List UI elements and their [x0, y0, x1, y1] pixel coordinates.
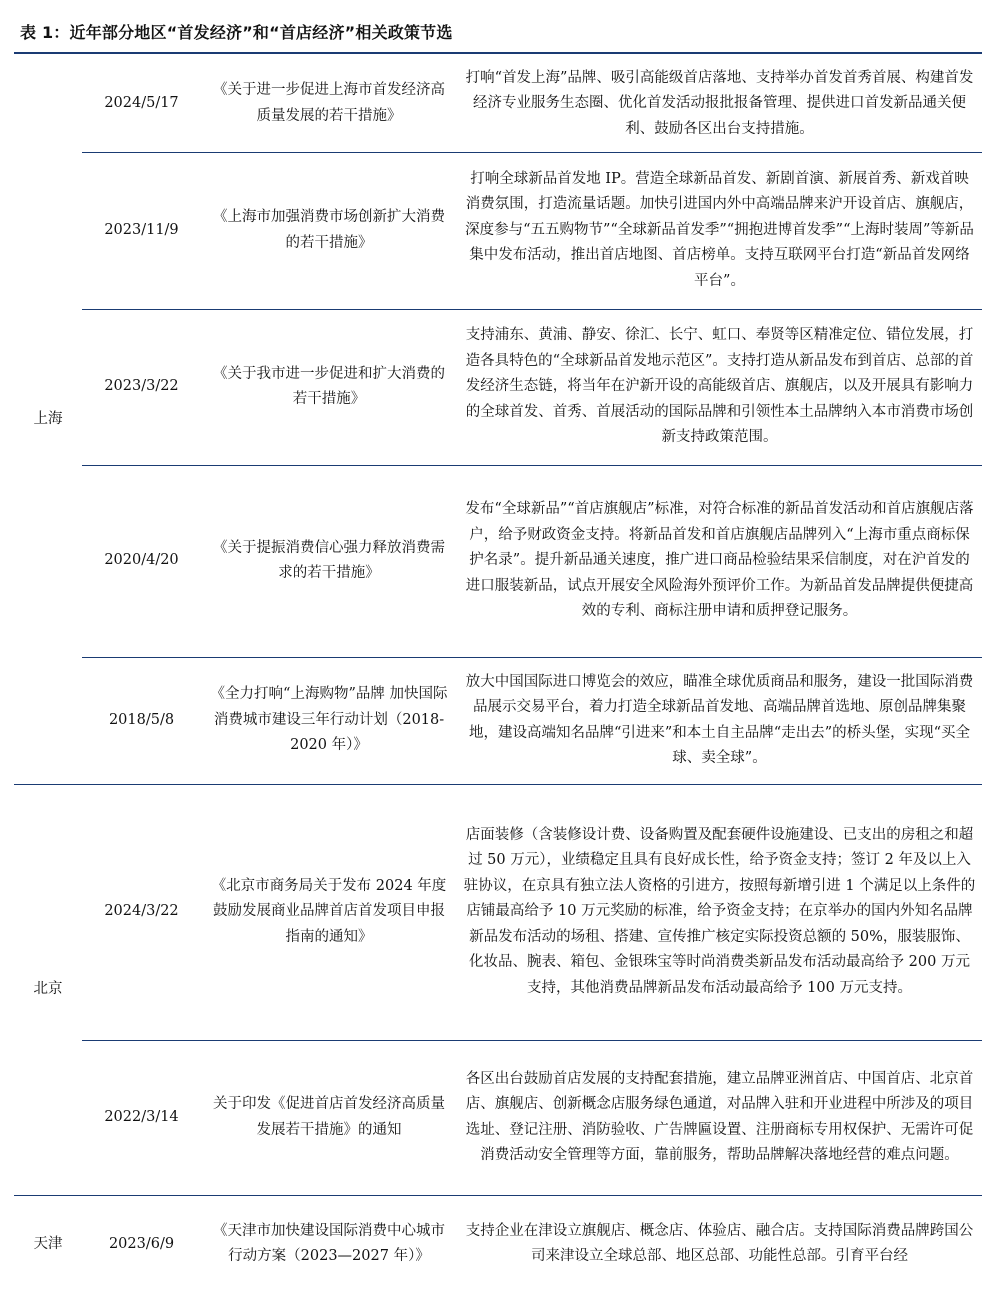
policy-title-cell: 《关于我市进一步促进和扩大消费的若干措施》	[201, 309, 457, 465]
region-cell: 天津	[14, 1195, 82, 1293]
date-cell: 2022/3/14	[82, 1040, 201, 1195]
date-cell: 2024/5/17	[104, 95, 179, 111]
policy-detail-cell: 打响全球新品首发地 IP。营造全球新品首发、新剧首演、新展首秀、新戏首映消费氛围，打造流量话题。加快引进国内外中高端品牌来沪开设首店、旗舰店，深度参与“五五购物节”“全球新品首发季”“拥抱进博首发季”“上海时装周”等新品集中发布活动，推出首店地图、首店榜单。支持互联网平台打造“新品首发网络平台”。	[457, 152, 982, 309]
policy-title-cell: 《关于进一步促进上海市首发经济高质量发展的若干措施》	[213, 82, 445, 124]
policy-detail-cell: 打响“首发上海”品牌、吸引高能级首店落地、支持举办首发首秀首展、构建首发经济专业服务生态圈、优化首发活动报批报备管理、提供进口首发新品通关便利、鼓励各区出台支持措施。	[465, 69, 974, 137]
policy-detail-cell: 支持浦东、黄浦、静安、徐汇、长宁、虹口、奉贤等区精准定位、错位发展，打造各具特色的“全球新品首发地示范区”。支持打造从新品发布到首店、总部的首发经济生态链，将当年在沪新开设的高能级首店、旗舰店，以及开展具有影响力的全球首发、首秀、首展活动的国际品牌和引领性本土品牌纳入本市消费市场创新支持政策范围。	[457, 309, 982, 465]
date-cell: 2020/4/20	[82, 465, 201, 657]
policy-detail-cell: 放大中国国际进口博览会的效应，瞄准全球优质商品和服务，建设一批国际消费品展示交易平台，着力打造全球新品首发地、高端品牌首选地、原创品牌集聚地，建设高端知名品牌“引进来”和本土自主品牌“走出去”的桥头堡，实现“买全球、卖全球”。	[457, 657, 982, 784]
policy-detail-cell: 发布“全球新品”“首店旗舰店”标准，对符合标准的新品首发活动和首店旗舰店落户，给予财政资金支持。将新品首发和首店旗舰店品牌列入“上海市重点商标保护名录”。提升新品通关速度，推广进口商品检验结果采信制度，对在沪首发的进口服装新品，试点开展安全风险海外预评价工作。为新品首发品牌提供便捷高效的专利、商标注册申请和质押登记服务。	[457, 465, 982, 657]
table-row	[14, 657, 982, 784]
policy-title-cell: 《北京市商务局关于发布 2024 年度鼓励发展商业品牌首店首发项目申报指南的通知》	[201, 784, 457, 1040]
table-row	[14, 152, 982, 309]
date-cell: 2023/11/9	[82, 152, 201, 309]
policy-table	[14, 56, 982, 1293]
table-title: 表 1：近年部分地区“首发经济”和“首店经济”相关政策节选	[20, 23, 453, 42]
date-cell: 2023/3/22	[82, 309, 201, 465]
date-cell: 2018/5/8	[82, 657, 201, 784]
table-row	[14, 309, 982, 465]
table-row	[14, 465, 982, 657]
region-cell: 上海	[33, 411, 63, 427]
date-cell: 2023/6/9	[82, 1195, 201, 1293]
table-row	[14, 56, 982, 152]
policy-title-cell: 《关于提振消费信心强力释放消费需求的若干措施》	[201, 465, 457, 657]
policy-title-cell: 《全力打响“上海购物”品牌 加快国际消费城市建设三年行动计划（2018-2020 年）》	[201, 657, 457, 784]
region-cell: 北京	[14, 784, 82, 1195]
table-row	[14, 784, 982, 1040]
table-row	[14, 1040, 982, 1195]
title-rule	[14, 52, 982, 54]
policy-detail-cell: 支持企业在津设立旗舰店、概念店、体验店、融合店。支持国际消费品牌跨国公司来津设立全球总部、地区总部、功能性总部。引育平台经	[457, 1195, 982, 1293]
date-cell: 2024/3/22	[82, 784, 201, 1040]
policy-title-cell: 关于印发《促进首店首发经济高质量发展若干措施》的通知	[201, 1040, 457, 1195]
policy-detail-cell: 各区出台鼓励首店发展的支持配套措施，建立品牌亚洲首店、中国首店、北京首店、旗舰店、创新概念店服务绿色通道，对品牌入驻和开业进程中所涉及的项目选址、登记注册、消防验收、广告牌匾设置、注册商标专用权保护、无需许可促消费活动安全管理等方面，靠前服务，帮助品牌解决落地经营的难点问题。	[457, 1040, 982, 1195]
policy-title-cell: 《上海市加强消费市场创新扩大消费的若干措施》	[201, 152, 457, 309]
table-row	[14, 1195, 982, 1293]
policy-title-cell: 《天津市加快建设国际消费中心城市行动方案（2023—2027 年）》	[201, 1195, 457, 1293]
policy-detail-cell: 店面装修（含装修设计费、设备购置及配套硬件设施建设、已支出的房租之和超过 50 万元），业绩稳定且具有良好成长性，给予资金支持；签订 2 年及以上入驻协议，在京具有独立法人资格的引进方，按照每新增引进 1 个满足以上条件的店铺最高给予 10 万元奖励的标准，给予资金支持；在京举办的国内外知名品牌新品发布活动的场租、搭建、宣传推广核定实际投资总额的 50%，服装服饰、化妆品、腕表、箱包、金银珠宝等时尚消费类新品发布活动最高给予 200 万元支持，其他消费品牌新品发布活动最高给予 100 万元支持。	[457, 784, 982, 1040]
